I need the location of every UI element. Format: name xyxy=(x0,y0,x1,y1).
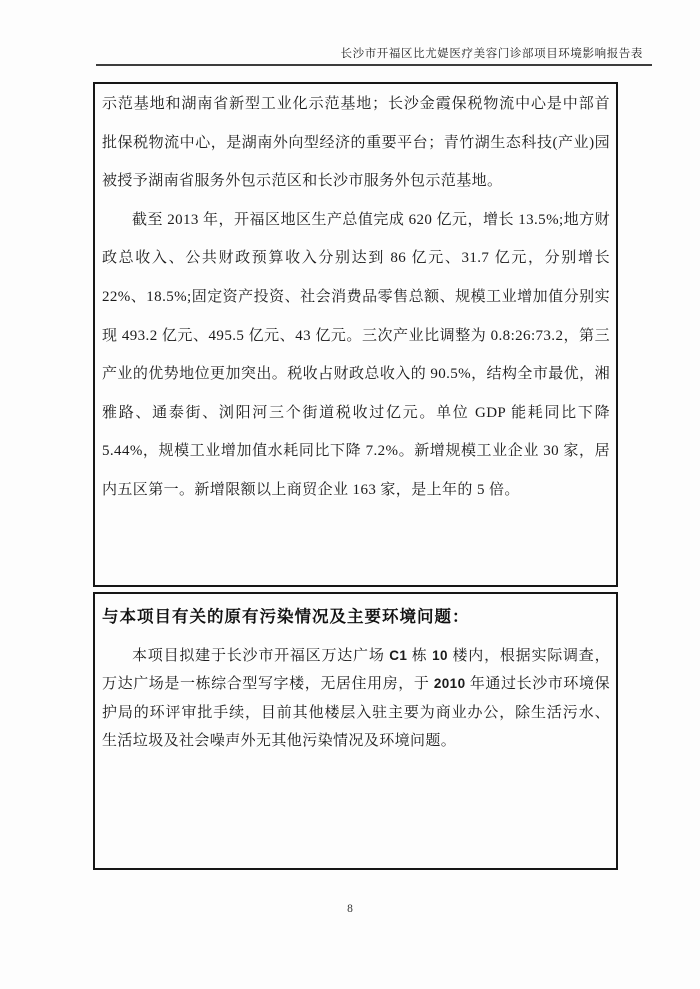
header-title: 长沙市开福区比尤媞医疗美容门诊部项目环境影响报告表 xyxy=(340,48,643,60)
section-box-economic-overview xyxy=(93,82,618,587)
paragraph-industrial-bases: 示范基地和湖南省新型工业化示范基地；长沙金霞保税物流中心是中部首批保税物流中心，是湖南外向型经济的重要平台；青竹湖生态科技(产业)园被授予湖南省服务外包示范区和长沙市服务外包示范基地。 xyxy=(102,96,610,190)
section-heading-existing-pollution: 与本项目有关的原有污染情况及主要环境问题： xyxy=(102,608,470,626)
page-number: 8 xyxy=(347,903,353,915)
section-box-existing-pollution xyxy=(93,592,618,870)
paragraph-project-location: 本项目拟建于长沙市开福区万达广场 C1 栋 10 楼内，根据实际调查，万达广场是一栋综合型写字楼，无居住用房，于 2010 年通过长沙市环境保护局的环评审批手续，目前其他楼层入驻主要为商业办公，除生活污水、生活垃圾及社会噪声外无其他污染情况及环境问题。 xyxy=(102,648,611,750)
paragraph-2013-statistics: 截至 2013 年，开福区地区生产总值完成 620 亿元，增长 13.5%;地方财政总收入、公共财政预算收入分别达到 86 亿元、31.7 亿元，分别增长 22%、18.5%;固定资产投资、社会消费品零售总额、规模工业增加值分别实现 493.2 亿元、495.5 亿元、43 亿元。三次产业比调整为 0.8:26:73.2，第三产业的优势地位更加突出。税收占财政总收入的 90.5%，结构全市最优，湘雅路、通泰街、浏阳河三个街道税收过亿元。单位 GDP 能耗同比下降 5.44%，规模工业增加值水耗同比下降 7.2%。新增规模工业企业 30 家，居内五区第一。新增限额以上商贸企业 163 家，是上年的 5 倍。 xyxy=(102,211,610,498)
header-rule xyxy=(96,64,652,66)
